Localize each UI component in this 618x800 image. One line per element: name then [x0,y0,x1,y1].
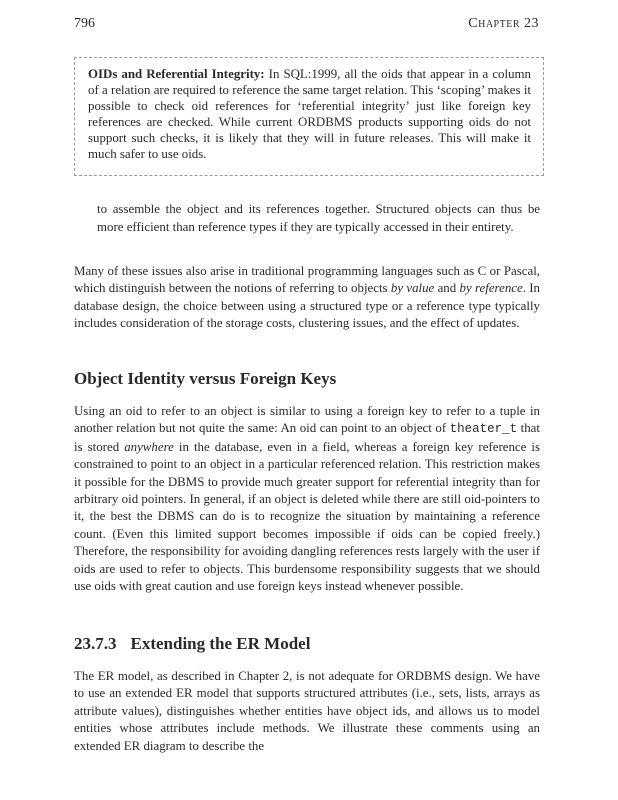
paragraph-text: in the database, even in a field, whereas a foreign key reference is constrained to point to an object in a particular referenced relation. This restriction makes it possible for the DBMS to provide much greater support for referential integrity than for arbitrary oid pointers. In general, if an object is deleted while there are still oid-pointers to it, the best the DBMS can do is to recognize the situation by maintaining a reference count. (Even this limited support becomes impossible if oids can be copied freely.) Therefore, the responsibility for avoiding dangling references rests largely with the user if oids are used to refer to objects. This burdensome responsibility suggests that we should use oids with great caution and use foreign keys instead whenever possible. [74,439,540,594]
paragraph-text: Using an oid to refer to an object is similar to using a foreign key to refer to a tuple in another relation but not quite the same: An oid can point to an object of [74,404,540,436]
continued-paragraph: to assemble the object and its references together. Structured objects can thus be more efficient than reference types if they are typically accessed in their entirety. [97,202,540,234]
code-theater-t: theater_t [449,422,518,437]
section-heading-er-model [74,634,310,654]
section-heading-object-identity: Object Identity versus Foreign Keys [74,369,337,388]
paragraph-text: . In database design, the choice between using a structured type or a reference type typically includes consideration of the storage costs, clustering issues, and the effect of updates. [74,281,540,331]
paragraph-er-model: The ER model, as described in Chapter 2, is not adequate for ORDBMS design. We have to use an extended ER model that supports structured attributes (i.e., sets, lists, arrays as attribute values), distinguishes whether entities have object ids, and allows us to model entities whose attributes include methods. We illustrate these comments using an extended ER diagram to describe the [74,669,540,753]
paragraph-text: that is stored [74,421,540,454]
sidebar-box [74,57,544,176]
paragraph-object-identity [74,403,540,595]
paragraph-text: Many of these issues also arise in traditional programming languages such as C or Pascal, which distinguish between the notions of referring to objects [74,264,540,296]
section-title: Extending the ER Model [130,634,311,653]
section-number: 23.7.3 [74,634,117,653]
paragraph-value-reference [74,263,540,333]
sidebar-body: In SQL:1999, all the oids that appear in a column of a relation are required to reference the same target relation. This ‘scoping’ makes it possible to check oid references for ‘referential integrity’ just like foreign key references are checked. While current ORDBMS products supporting oids do not support such checks, it is likely that they will in future releases. This will make it much safer to use oids. [88,67,531,161]
paragraph-text: and [434,281,460,296]
emphasis-by-reference: by reference [459,281,523,296]
emphasis-anywhere: anywhere [124,439,174,454]
emphasis-by-value: by value [390,281,435,296]
chapter-label: Chapter 23 [468,16,539,31]
sidebar-title: OIDs and Referential Integrity: [88,67,265,81]
page-number: 796 [74,16,95,31]
